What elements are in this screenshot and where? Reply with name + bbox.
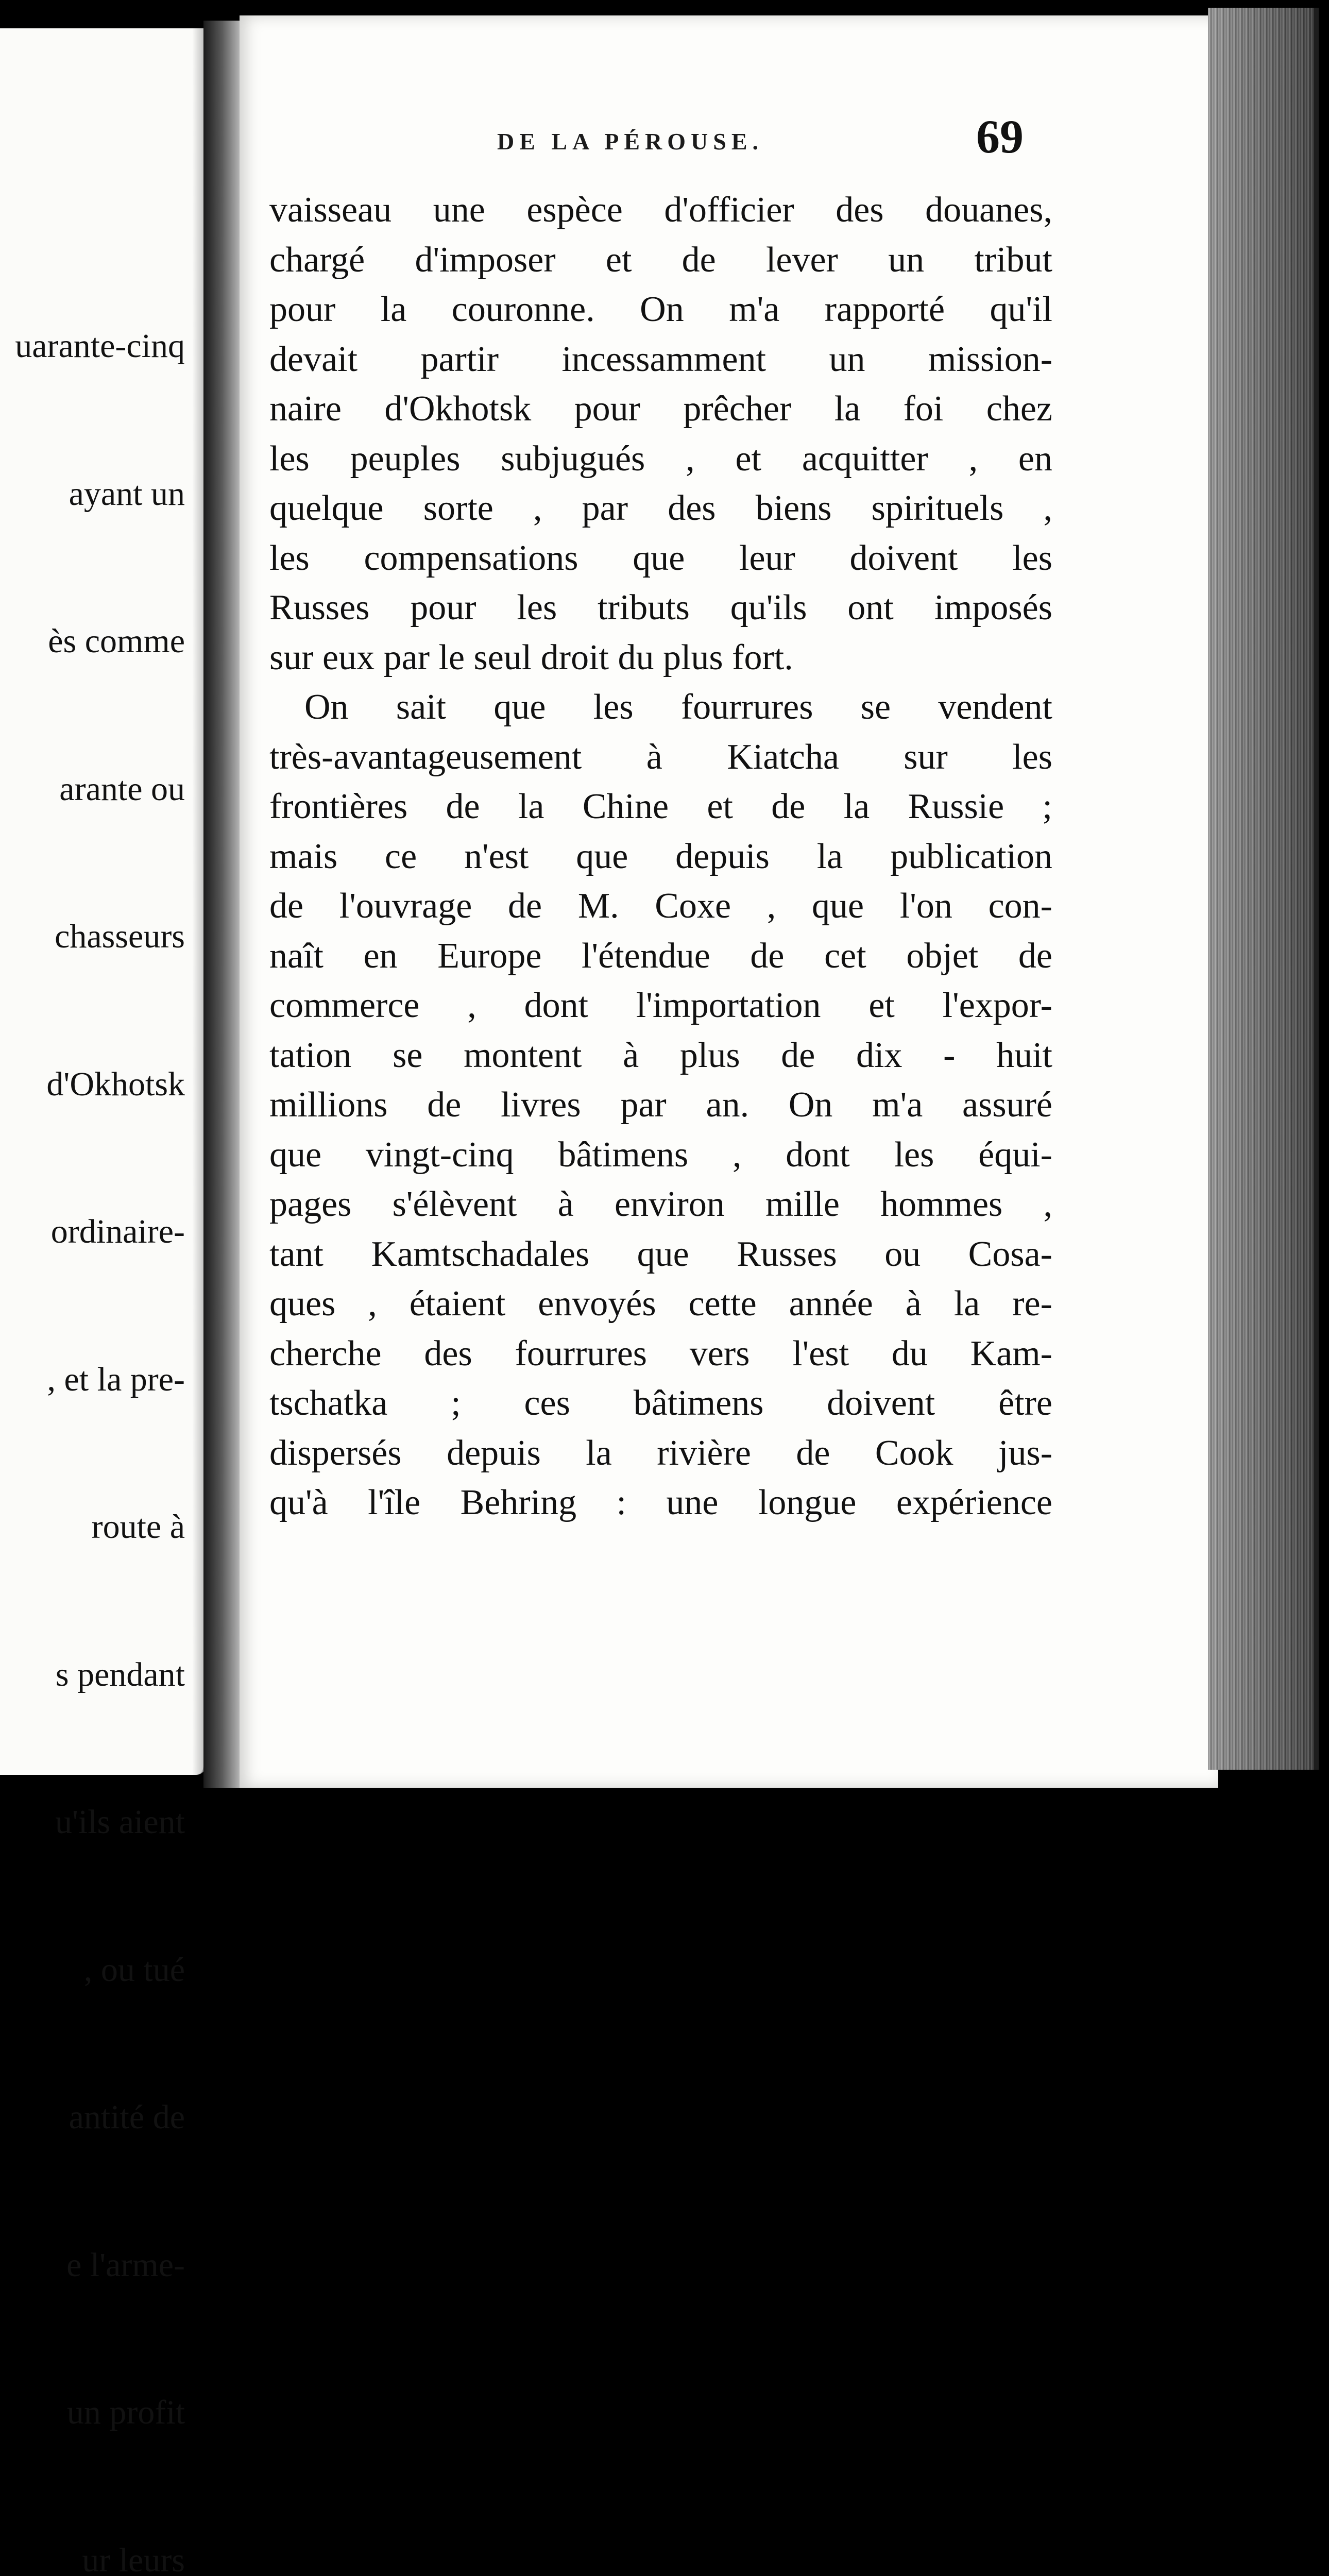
left-line: route à xyxy=(15,1502,185,1552)
text-line: les peuples subjugués , et acquitter , en xyxy=(269,434,1052,484)
page-number: 69 xyxy=(976,109,1024,164)
text-line: mais ce n'est que depuis la publication xyxy=(269,832,1052,882)
text-line: frontières de la Chine et de la Russie ; xyxy=(269,782,1052,832)
text-line: On sait que les fourrures se vendent xyxy=(269,683,1052,733)
left-page-text xyxy=(15,223,185,2576)
text-line: naire d'Okhotsk pour prêcher la foi chez xyxy=(269,384,1052,434)
text-line: très-avantageusement à Kiatcha sur les xyxy=(269,733,1052,783)
left-line: d'Okhotsk xyxy=(15,1060,185,1109)
left-page xyxy=(0,28,206,1775)
left-line: , et la pre- xyxy=(15,1355,185,1404)
book-page-edges xyxy=(1208,8,1319,1770)
text-line: de l'ouvrage de M. Coxe , que l'on con- xyxy=(269,882,1052,931)
left-page-fold-shadow xyxy=(192,28,203,1775)
text-line: dispersés depuis la rivière de Cook jus- xyxy=(269,1429,1052,1479)
text-line: cherche des fourrures vers l'est du Kam- xyxy=(269,1329,1052,1379)
text-line: commerce , dont l'importation et l'expor- xyxy=(269,981,1052,1031)
running-head: DE LA PÉROUSE. xyxy=(497,128,763,155)
right-page xyxy=(240,15,1218,1788)
left-line: ès comme xyxy=(15,617,185,666)
text-line: chargé d'imposer et de lever un tribut xyxy=(269,235,1052,285)
text-line: ques , étaient envoyés cette année à la re- xyxy=(269,1279,1052,1329)
left-line: ur leurs xyxy=(15,2536,185,2576)
text-line: que vingt-cinq bâtimens , dont les équi- xyxy=(269,1130,1052,1180)
text-line: qu'à l'île Behring : une longue expérience xyxy=(269,1478,1052,1528)
text-line: pour la couronne. On m'a rapporté qu'il xyxy=(269,285,1052,335)
text-line: tant Kamtschadales que Russes ou Cosa- xyxy=(269,1230,1052,1280)
text-line: tschatka ; ces bâtimens doivent être xyxy=(269,1379,1052,1429)
left-line: , ou tué xyxy=(15,1945,185,1995)
text-line: sur eux par le seul droit du plus fort. xyxy=(269,633,1052,683)
left-line: un profit xyxy=(15,2388,185,2437)
left-line: antité de xyxy=(15,2093,185,2142)
left-line: ordinaire- xyxy=(15,1207,185,1257)
text-line: Russes pour les tributs qu'ils ont imposés xyxy=(269,583,1052,633)
left-line: ayant un xyxy=(15,469,185,519)
left-line: u'ils aient xyxy=(15,1798,185,1847)
text-line: quelque sorte , par des biens spirituels , xyxy=(269,484,1052,534)
left-line: uarante-cinq xyxy=(15,321,185,371)
right-page-text xyxy=(269,185,1052,1528)
text-line: pages s'élèvent à environ mille hommes , xyxy=(269,1180,1052,1230)
text-line: tation se montent à plus de dix - huit xyxy=(269,1031,1052,1081)
text-line: devait partir incessamment un mission- xyxy=(269,335,1052,385)
left-line: arante ou xyxy=(15,765,185,814)
left-line: s pendant xyxy=(15,1650,185,1700)
text-line: millions de livres par an. On m'a assuré xyxy=(269,1080,1052,1130)
text-line: vaisseau une espèce d'officier des douanes, xyxy=(269,185,1052,235)
left-line: e l'arme- xyxy=(15,2241,185,2290)
left-line: chasseurs xyxy=(15,912,185,961)
text-line: les compensations que leur doivent les xyxy=(269,534,1052,584)
text-line: naît en Europe l'étendue de cet objet de xyxy=(269,931,1052,981)
page-edges-shade xyxy=(1208,8,1314,1770)
